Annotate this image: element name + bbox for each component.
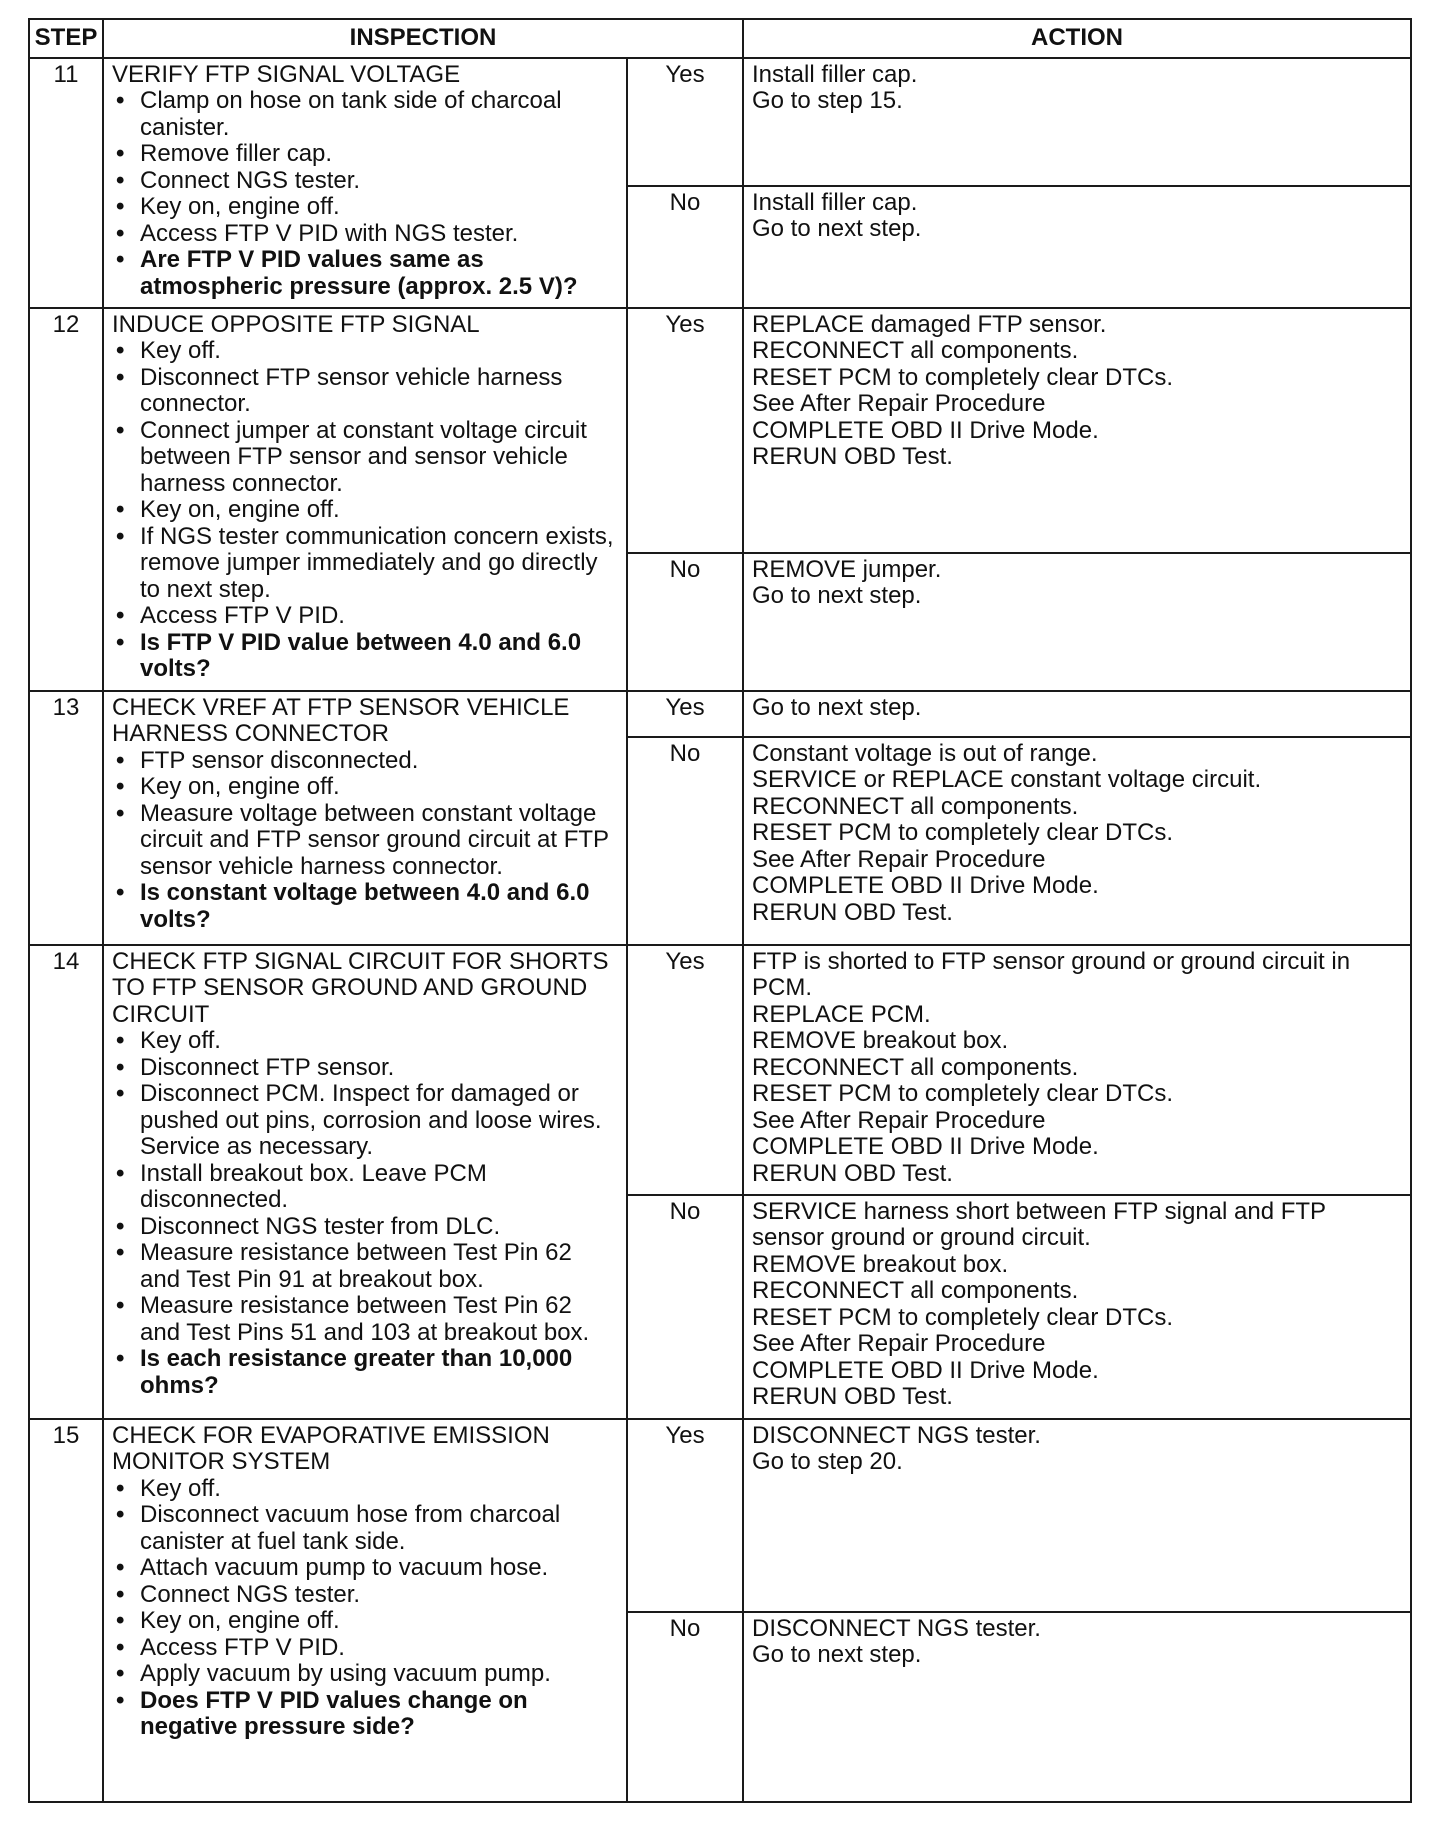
inspection-bullets	[112, 748, 618, 934]
action-line: Go to next step.	[752, 582, 922, 609]
action-line: REPLACE damaged FTP sensor.	[752, 310, 1107, 338]
step-number: 13	[29, 691, 103, 945]
action-line: Install filler cap.	[752, 188, 918, 216]
inspection-question: • Is FTP V PID value between 4.0 and 6.0 volts?	[112, 630, 618, 683]
bullet-item: • Key off.	[112, 338, 618, 365]
inspection-question: • Is constant voltage between 4.0 and 6.0 volts?	[112, 880, 618, 933]
yes-action	[743, 1419, 1411, 1612]
step-number: 11	[29, 58, 103, 308]
inspection-title: VERIFY FTP SIGNAL VOLTAGE	[112, 60, 461, 88]
inspection-question: • Is each resistance greater than 10,000 ohms?	[112, 1346, 618, 1399]
step-11	[29, 58, 1411, 308]
action-line: DISCONNECT NGS tester.	[752, 1421, 1041, 1449]
action-line: REMOVE breakout box.	[752, 1027, 1009, 1054]
bullet-item: • Connect NGS tester.	[112, 1582, 618, 1609]
step-14	[29, 945, 1411, 1419]
yes-label: Yes	[627, 1419, 743, 1612]
yes-action	[743, 691, 1411, 737]
bullet-item: • Apply vacuum by using vacuum pump.	[112, 1661, 618, 1688]
action-line: Install filler cap.	[752, 60, 918, 88]
bullet-item: • FTP sensor disconnected.	[112, 748, 618, 775]
inspection-cell	[103, 945, 627, 1419]
no-label: No	[627, 1612, 743, 1802]
yes-label: Yes	[627, 945, 743, 1195]
action-line: RERUN OBD Test.	[752, 898, 953, 926]
action-line: COMPLETE OBD II Drive Mode.	[752, 1133, 1099, 1160]
inspection-bullets	[112, 338, 618, 683]
yes-label: Yes	[627, 691, 743, 737]
action-line: COMPLETE OBD II Drive Mode.	[752, 416, 1099, 444]
action-line: See After Repair Procedure	[752, 845, 1046, 873]
inspection-bullets	[112, 1476, 618, 1741]
no-action	[743, 553, 1411, 691]
action-line: COMPLETE OBD II Drive Mode.	[752, 1356, 1099, 1384]
action-line: Go to next step.	[752, 1641, 922, 1668]
bullet-item: • Connect jumper at constant voltage circuit between FTP sensor and sensor vehicle harness connector.	[112, 418, 618, 498]
action-line: See After Repair Procedure	[752, 1106, 1046, 1134]
bullet-item: • Disconnect vacuum hose from charcoal canister at fuel tank side.	[112, 1502, 618, 1555]
inspection-title: CHECK VREF AT FTP SENSOR VEHICLE HARNESS CONNECTOR	[112, 693, 570, 747]
action-line: RESET PCM to completely clear DTCs.	[752, 1080, 1173, 1107]
step-13	[29, 691, 1411, 945]
header-row	[29, 19, 1411, 58]
inspection-cell	[103, 1419, 627, 1802]
action-line: COMPLETE OBD II Drive Mode.	[752, 872, 1099, 899]
bullet-item: • Key off.	[112, 1028, 618, 1055]
bullet-item: • Remove filler cap.	[112, 141, 618, 168]
inspection-question: • Are FTP V PID values same as atmospheric pressure (approx. 2.5 V)?	[112, 247, 618, 300]
no-action	[743, 1195, 1411, 1419]
inspection-title: CHECK FOR EVAPORATIVE EMISSION MONITOR SYSTEM	[112, 1421, 550, 1475]
yes-label: Yes	[627, 58, 743, 186]
yes-label: Yes	[627, 308, 743, 553]
inspection-question: • Does FTP V PID values change on negative pressure side?	[112, 1688, 618, 1741]
inspection-bullets	[112, 1028, 618, 1399]
step-12	[29, 308, 1411, 691]
action-line: DISCONNECT NGS tester.	[752, 1614, 1041, 1642]
bullet-item: • Access FTP V PID.	[112, 603, 618, 630]
step-number: 14	[29, 945, 103, 1419]
no-action	[743, 1612, 1411, 1802]
action-line: RESET PCM to completely clear DTCs.	[752, 819, 1173, 846]
bullet-item: • Install breakout box. Leave PCM disconnected.	[112, 1161, 618, 1214]
no-action	[743, 737, 1411, 945]
inspection-bullets	[112, 88, 618, 300]
action-line: RERUN OBD Test.	[752, 443, 953, 470]
bullet-item: • Key on, engine off.	[112, 774, 618, 801]
action-line: See After Repair Procedure	[752, 1330, 1046, 1357]
no-label: No	[627, 553, 743, 691]
bullet-item: • Key on, engine off.	[112, 497, 618, 524]
action-line: See After Repair Procedure	[752, 390, 1046, 417]
bullet-item: • Measure resistance between Test Pin 62 and Test Pin 91 at breakout box.	[112, 1240, 618, 1293]
action-line: RESET PCM to completely clear DTCs.	[752, 363, 1173, 391]
action-line: REMOVE breakout box.	[752, 1250, 1009, 1278]
bullet-item: • Key off.	[112, 1476, 618, 1503]
action-line: REPLACE PCM.	[752, 1000, 931, 1028]
no-label: No	[627, 737, 743, 945]
yes-action	[743, 945, 1411, 1195]
bullet-item: • Key on, engine off.	[112, 194, 618, 221]
inspection-cell	[103, 308, 627, 691]
no-label: No	[627, 186, 743, 308]
action-line: Go to step 20.	[752, 1448, 903, 1475]
action-line: RECONNECT all components.	[752, 1053, 1079, 1081]
action-line: RERUN OBD Test.	[752, 1159, 953, 1187]
inspection-cell	[103, 58, 627, 308]
step-15	[29, 1419, 1411, 1802]
bullet-item: • Attach vacuum pump to vacuum hose.	[112, 1555, 618, 1582]
inspection-title: CHECK FTP SIGNAL CIRCUIT FOR SHORTS TO FTP SENSOR GROUND AND GROUND CIRCUIT	[112, 947, 609, 1028]
bullet-item: • Key on, engine off.	[112, 1608, 618, 1635]
header-inspection: INSPECTION	[103, 19, 743, 58]
bullet-item: • Disconnect PCM. Inspect for damaged or pushed out pins, corrosion and loose wires. Service as necessary.	[112, 1081, 618, 1161]
yes-action	[743, 58, 1411, 186]
action-line: RESET PCM to completely clear DTCs.	[752, 1303, 1173, 1331]
action-line: SERVICE harness short between FTP signal and FTP sensor ground or ground circuit.	[752, 1197, 1326, 1251]
action-line: Constant voltage is out of range.	[752, 739, 1098, 767]
action-line: Go to step 15.	[752, 87, 903, 114]
action-line: Go to next step.	[752, 215, 922, 242]
no-label: No	[627, 1195, 743, 1419]
action-line: RECONNECT all components.	[752, 792, 1079, 820]
header-action: ACTION	[743, 19, 1411, 58]
bullet-item: • Disconnect FTP sensor.	[112, 1055, 618, 1082]
bullet-item: • Connect NGS tester.	[112, 168, 618, 195]
action-line: REMOVE jumper.	[752, 555, 942, 583]
bullet-item: • If NGS tester communication concern exists, remove jumper immediately and go directly to next step.	[112, 524, 618, 604]
no-action	[743, 186, 1411, 308]
bullet-item: • Disconnect FTP sensor vehicle harness connector.	[112, 365, 618, 418]
diagnostic-procedure-table	[28, 18, 1412, 1803]
action-line: RERUN OBD Test.	[752, 1383, 953, 1410]
action-line: Go to next step.	[752, 693, 922, 721]
inspection-cell	[103, 691, 627, 945]
bullet-item: • Disconnect NGS tester from DLC.	[112, 1214, 618, 1241]
action-line: RECONNECT all components.	[752, 1277, 1079, 1304]
step-number: 15	[29, 1419, 103, 1802]
yes-action	[743, 308, 1411, 553]
step-number: 12	[29, 308, 103, 691]
bullet-item: • Measure voltage between constant voltage circuit and FTP sensor ground circuit at FTP sensor vehicle harness connector.	[112, 801, 618, 881]
bullet-item: • Access FTP V PID.	[112, 1635, 618, 1662]
action-line: RECONNECT all components.	[752, 337, 1079, 364]
header-step: STEP	[29, 19, 103, 58]
inspection-title: INDUCE OPPOSITE FTP SIGNAL	[112, 310, 480, 338]
bullet-item: • Measure resistance between Test Pin 62 and Test Pins 51 and 103 at breakout box.	[112, 1293, 618, 1346]
bullet-item: • Clamp on hose on tank side of charcoal canister.	[112, 88, 618, 141]
bullet-item: • Access FTP V PID with NGS tester.	[112, 221, 618, 248]
action-line: SERVICE or REPLACE constant voltage circuit.	[752, 766, 1262, 793]
action-line: FTP is shorted to FTP sensor ground or ground circuit in PCM.	[752, 947, 1351, 1001]
